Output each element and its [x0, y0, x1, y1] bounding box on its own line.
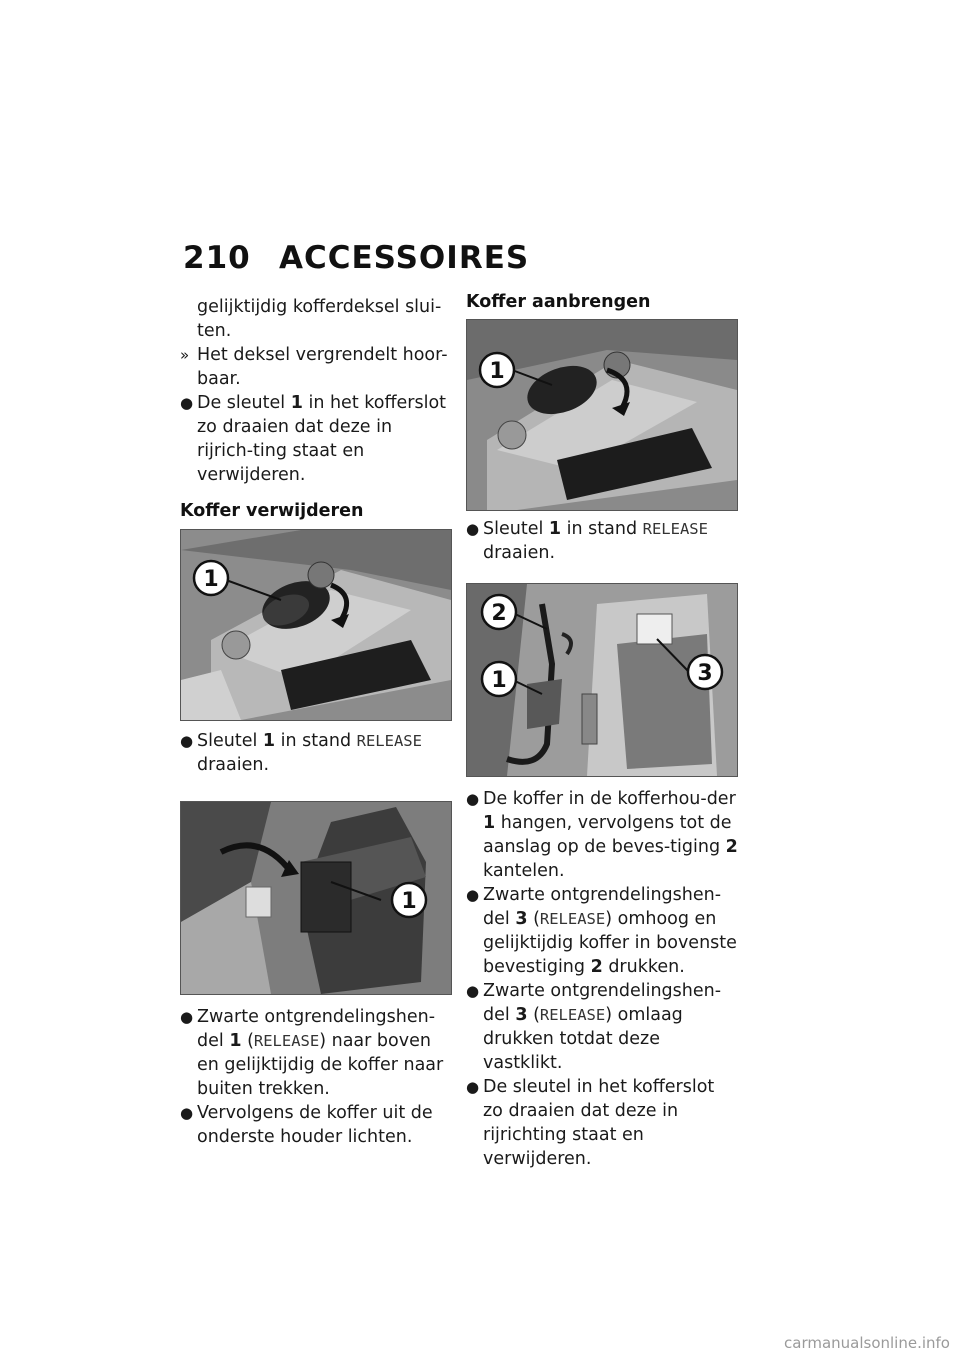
key-lock-illustration [181, 530, 451, 720]
step-key-remove: ● De sleutel 1 in het kofferslot zo draaien dat deze in rijrich-ting staat en verwijderen. [180, 393, 447, 485]
callout-1: 1 [203, 567, 219, 592]
ref-number: 1 [548, 519, 562, 539]
bullet-icon: ● [180, 1104, 194, 1122]
ref-number: 1 [262, 731, 276, 751]
section-title-remove: Koffer verwijderen [180, 501, 364, 521]
ref-number: 1 [290, 393, 303, 413]
watermark: carmanualsonline.info [784, 1334, 950, 1352]
ref-number: 2 [725, 837, 738, 857]
bullet-icon: ● [466, 886, 480, 904]
release-code: RELEASE [642, 520, 708, 538]
step-release-mount: ● Sleutel 1 in stand RELEASE draaien. [466, 519, 708, 563]
ref-number: 1 [483, 813, 496, 833]
step-handle-up: ● Zwarte ontgrendelingshen-del 3 (RELEASE) omhoog en gelijktijdig koffer in bovenste bevestiging 2 drukken. [466, 885, 737, 977]
callout-1: 1 [491, 668, 507, 693]
key-lock-mount-illustration [467, 320, 737, 510]
callout-1: 1 [489, 359, 505, 384]
chapter-title: ACCESSOIRES [279, 240, 530, 276]
step-lift-case: ● Vervolgens de koffer uit de onderste houder lichten. [180, 1103, 433, 1147]
release-code: RELEASE [253, 1032, 320, 1050]
bullet-icon: ● [180, 394, 194, 412]
figure-key-lock-mount [466, 319, 738, 511]
ref-number: 1 [229, 1031, 242, 1051]
result-arrow-icon: » [180, 346, 190, 364]
page-number: 210 [183, 240, 251, 276]
callout-1: 1 [401, 889, 417, 914]
callout-2: 2 [491, 601, 507, 626]
result-item [180, 343, 452, 391]
bullet-icon: ● [466, 520, 480, 538]
step-pull-handle: ● Zwarte ontgrendelingshen-del 1 (RELEASE) naar boven en gelijktijdig de koffer naar buiten trekken. [180, 1007, 444, 1099]
ref-number: 3 [515, 1005, 528, 1025]
intro-continuation: gelijktijdig kofferdeksel slui-ten. [197, 297, 442, 341]
bullet-icon: ● [466, 982, 480, 1000]
release-code: RELEASE [356, 732, 422, 750]
step-key-final: ● De sleutel in het kofferslot zo draaien dat deze in rijrichting staat en verwijderen. [466, 1077, 715, 1169]
figure-key-lock [180, 529, 452, 721]
bullet-icon: ● [180, 1008, 194, 1026]
release-handle-illustration [181, 802, 451, 994]
bullet-icon: ● [466, 790, 480, 808]
left-column [180, 290, 452, 1149]
ref-number: 3 [515, 909, 528, 929]
ref-number: 2 [590, 957, 603, 977]
bullet-icon: ● [180, 732, 194, 750]
section-title-mount: Koffer aanbrengen [466, 292, 651, 312]
right-column [466, 290, 738, 1171]
step-hang-case: ● De koffer in de kofferhou-der 1 hangen, vervolgens tot de aanslag op de beves-tiging 2 kantelen. [466, 789, 738, 881]
release-code: RELEASE [539, 910, 606, 928]
step-handle-down: ● Zwarte ontgrendelingshen-del 3 (RELEASE) omlaag drukken totdat deze vastklikt. [466, 981, 722, 1073]
figure-case-mounting [466, 583, 738, 777]
release-code: RELEASE [539, 1006, 606, 1024]
callout-3: 3 [697, 661, 713, 686]
bullet-icon: ● [466, 1078, 480, 1096]
page-header [183, 240, 529, 276]
result-text: Het deksel vergrendelt hoor-baar. [197, 345, 448, 389]
figure-release-handle [180, 801, 452, 995]
case-mounting-illustration [467, 584, 737, 776]
step-release: ● Sleutel 1 in stand RELEASE draaien. [180, 731, 422, 775]
